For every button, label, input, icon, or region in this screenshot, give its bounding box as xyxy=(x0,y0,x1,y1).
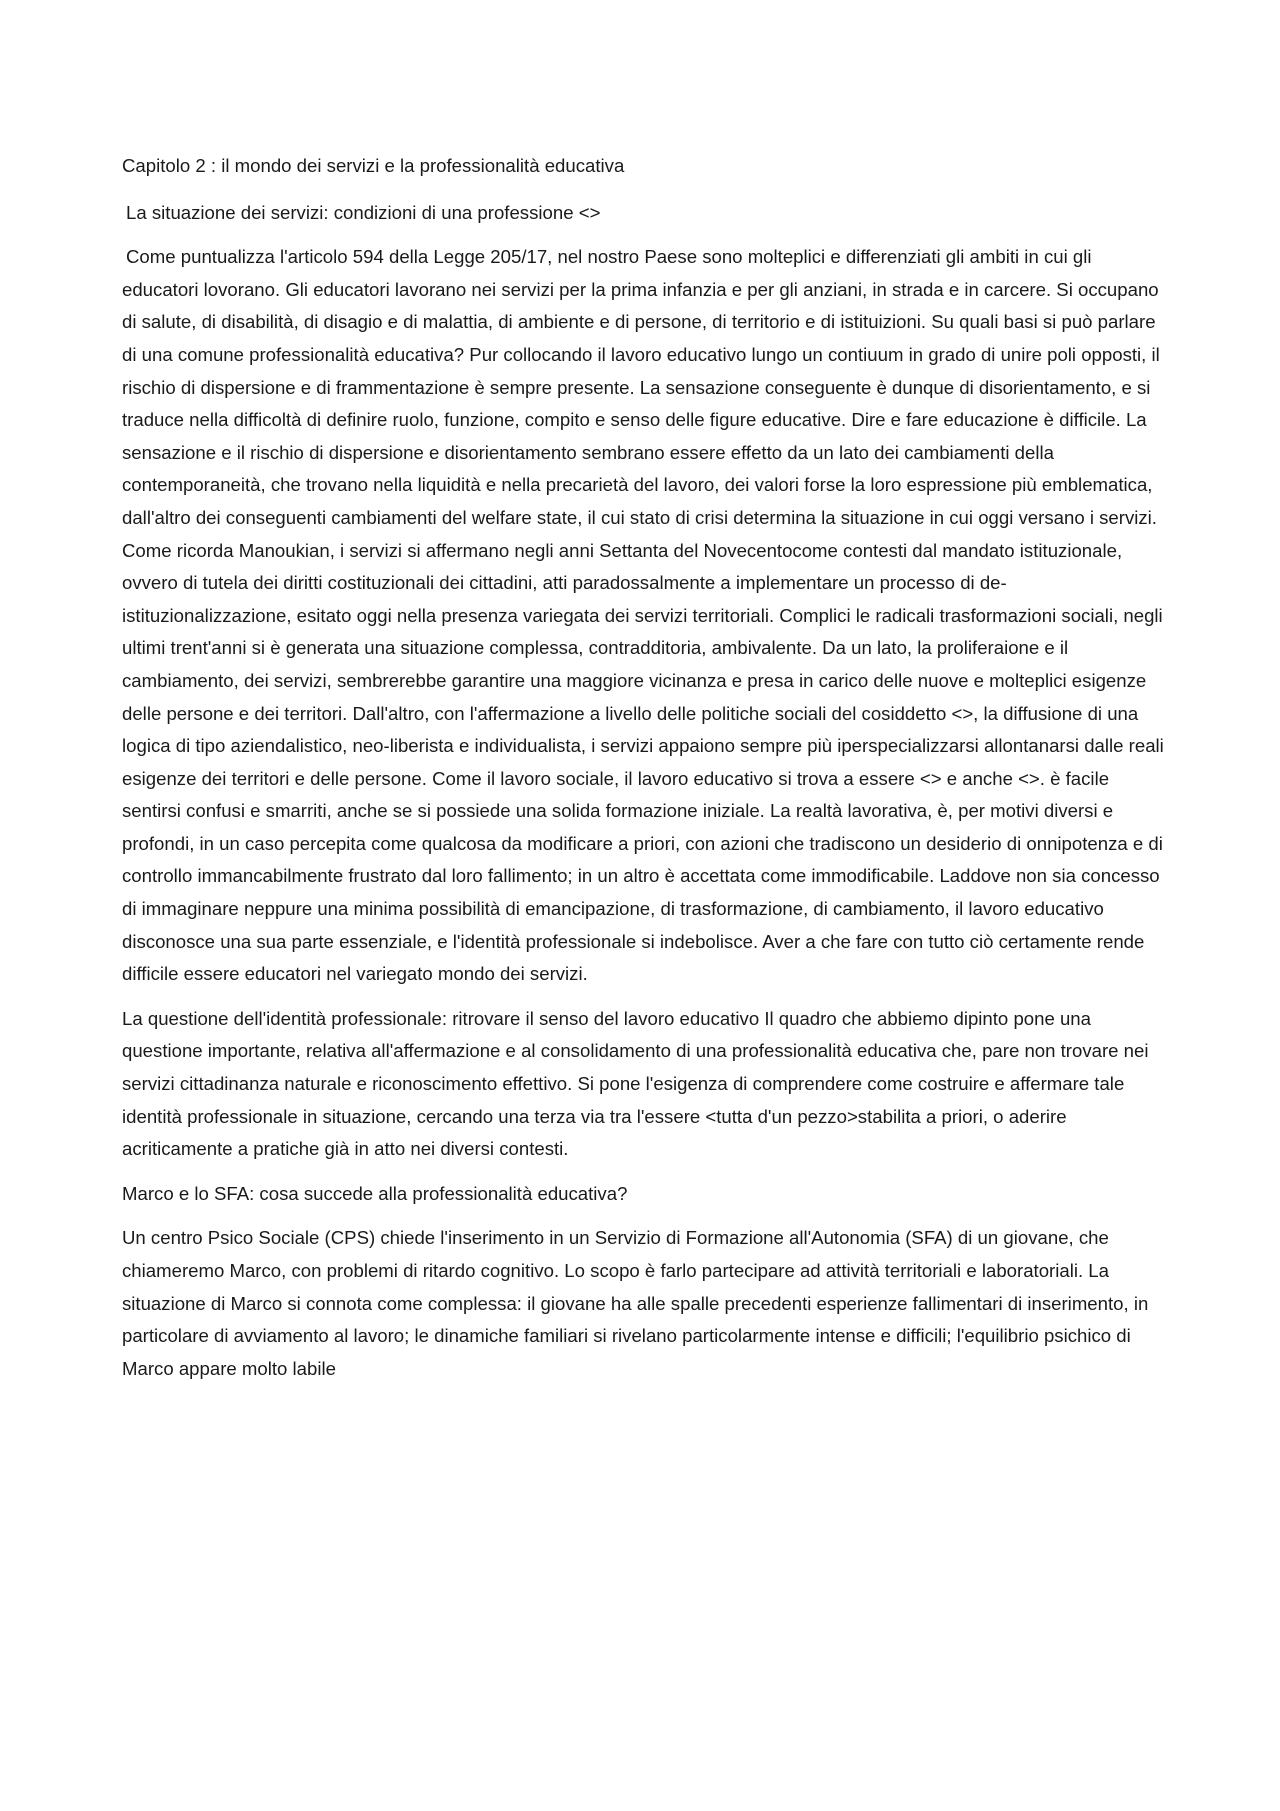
paragraph-identita-professionale: La questione dell'identità professionale: ritrovare il senso del lavoro educativo Il quadro che abbiemo dipinto pone una questione importante, relativa all'affermazione e al consolidamento di una professionalità educativa che, pare non trovare nei servizi cittadinanza naturale e riconoscimento effettivo. Si pone l'esigenza di comprendere come costruire e affermare tale identità professionale in situazione, cercando una terza via tra l'essere <tutta d'un pezzo>stabilita a priori, o aderire acriticamente a pratiche già in atto nei diversi contesti. xyxy=(122,1007,1149,1160)
paragraph-marco: Un centro Psico Sociale (CPS) chiede l'inserimento in un Servizio di Formazione all'Autonomia (SFA) di un giovane, che chiameremo Marco, con problemi di ritardo cognitivo. Lo scopo è farlo partecipare ad attività territoriali e laboratoriali. La situazione di Marco si connota come complessa: il giovane ha alle spalle precedenti esperienze fallimentari di inserimento, in particolare di avviamento al lavoro; le dinamiche familiari si rivelano particolarmente intense e difficili; l'equilibrio psichico di Marco appare molto labile xyxy=(122,1227,1149,1379)
document-page xyxy=(122,150,1167,1385)
chapter-title: Capitolo 2 : il mondo dei servizi e la professionalità educativa xyxy=(122,155,625,176)
section-title-marco-sfa: Marco e lo SFA: cosa succede alla professionalità educativa? xyxy=(122,1182,628,1204)
section-title-situazione-servizi: La situazione dei servizi: condizioni di una professione <> xyxy=(126,201,601,223)
paragraph-servizi: Come puntualizza l'articolo 594 della Legge 205/17, nel nostro Paese sono molteplici e differenziati gli ambiti in cui gli educatori lovorano. Gli educatori lavorano nei servizi per la prima infanzia e per gli anziani, in strada e in carcere. Si occupano di salute, di disabilità, di disagio e di malattia, di ambiente e di persone, di territorio e di istituizioni. Su quali basi si può parlare di una comune professionalità educativa? Pur collocando il lavoro educativo lungo un contiuum in grado di unire poli opposti, il rischio di dispersione e di frammentazione è sempre presente. La sensazione conseguente è dunque di disorientamento, e si traduce nella difficoltà di definire ruolo, funzione, compito e senso delle figure educative. Dire e fare educazione è difficile. La sensazione e il rischio di dispersione e disorientamento sembrano essere effetto da un lato dei cambiamenti della contemporaneità, che trovano nella liquidità e nella precarietà del lavoro, dei valori forse la loro espressione più emblematica, dall'altro dei conseguenti cambiamenti del welfare state, il cui stato di crisi determina la situazione in cui oggi versano i servizi. Come ricorda Manoukian, i servizi si affermano negli anni Settanta del Novecentocome contesti dal mandato istituzionale, ovvero di tutela dei diritti costituzionali dei cittadini, atti paradossalmente a implementare un processo di de-istituzionalizzazione, esitato oggi nella presenza variegata dei servizi territoriali. Complici le radicali trasformazioni sociali, negli ultimi trent'anni si è generata una situazione complessa, contradditoria, ambivalente. Da un lato, la proliferaione e il cambiamento, dei servizi, sembrerebbe garantire una maggiore vicinanza e presa in carico delle nuove e molteplici esigenze delle persone e dei territori. Dall'altro, con l'affermazione a livello delle politiche sociali del cosiddetto <>, la diffusione di una logica di tipo aziendalistico, neo-liberista e individualista, i servizi appaiono sempre più iperspecializzarsi allontanarsi dalle reali esigenze dei territori e delle persone. Come il lavoro sociale, il lavoro educativo si trova a essere <> e anche <>. è facile sentirsi confusi e smarriti, anche se si possiede una solida formazione iniziale. La realtà lavorativa, è, per motivi diversi e profondi, in un caso percepita come qualcosa da modificare a priori, con azioni che tradiscono un desiderio di onnipotenza e di controllo immancabilmente frustrato dal loro fallimento; in un altro è accettata come immodificabile. Laddove non sia concesso di immaginare neppure una minima possibilità di emancipazione, di trasformazione, di cambiamento, il lavoro educativo disconosce una sua parte essenziale, e l'identità professionale si indebolisce. Aver a che fare con tutto ciò certamente rende difficile essere educatori nel variegato mondo dei servizi. xyxy=(122,246,1164,985)
